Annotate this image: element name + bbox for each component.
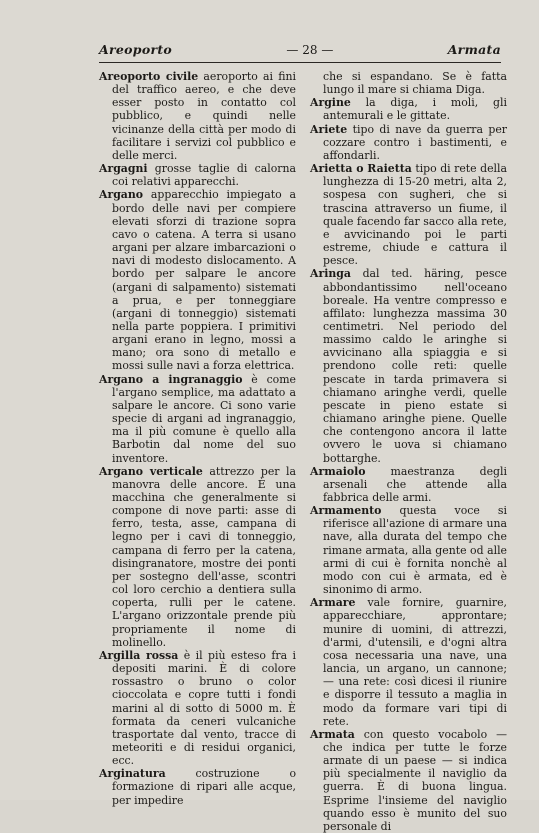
dictionary-entry [99,373,296,465]
dictionary-entry [99,70,296,162]
entry-definition: maestranza degli arsenali che attende alla fabbrica delle armi. [323,464,507,504]
entry-definition: la diga, i moli, gli antemurali e le gittate. [323,96,507,123]
header-last-word: Armata [447,42,501,57]
entry-headword: Armare [310,596,356,610]
dictionary-entry [310,596,507,728]
left-column [99,70,297,807]
dictionary-entry [99,649,296,767]
dictionary-entry [99,188,296,372]
entry-definition: tipo di nave da guerra per cozzare contro i bastimenti, e affondarli. [323,122,507,162]
dictionary-entry [310,123,507,162]
entry-headword: Arginatura [99,767,166,781]
entry-headword: Armata [310,727,355,741]
text-columns [99,70,507,833]
entry-headword: Argano a ingranaggio [99,372,243,386]
dictionary-entry [310,267,507,464]
entry-headword: Argano verticale [99,464,203,478]
entry-definition: dal ted. häring, pesce abbondantissimo nell'oceano boreale. Ha ventre compresso e affilato: lunghezza massima 30 centimetri. Nel periodo del massimo caldo le aringhe si avvicinano alla spiaggia e si prendono colle reti: quelle pescate in tarda primavera si chiamano aringhe verdi, quelle pescate in pieno estate si chiamano aringhe piene. Quelle che contengono ancora il latte ovvero le uova si chiamano bottarghe. [323,267,507,465]
dictionary-entry [310,96,507,122]
entry-headword: Argagni [99,162,148,176]
right-column [310,70,507,833]
dictionary-entry [310,70,507,96]
header-rule [99,62,501,63]
entry-headword: Ariete [310,122,348,136]
entry-definition: è il più esteso fra i depositi marini. È di colore rossastro o bruno o color cioccolata e copre tutti i fondi marini al di sotto di 5000 m. È formata da ceneri vulcaniche trasportate dal vento, tracce di meteoriti e di residui organici, ecc. [112,648,296,768]
page-number: — 28 — [286,43,334,57]
entry-headword: Argine [310,96,351,110]
entry-definition: aeroporto ai fini del traffico aereo, e che deve esser posto in contatto col pubblico, e quindi nelle vicinanze della città per modo di facilitare i servizi col pubblico e delle merci. [112,70,296,162]
entry-headword: Areoporto civile [99,70,199,83]
dictionary-entry [310,162,507,267]
entry-headword: Armaiolo [310,464,366,478]
dictionary-entry [99,767,296,806]
dictionary-entry [99,465,296,649]
entry-definition: tipo di rete della lunghezza di 15-20 metri, alta 2, sospesa con sugheri, che si trascina attraverso un fiume, il quale facendo far sacco alla rete, e avvicinando poi le parti estreme, chiude e cattura il pesce. [323,162,507,268]
dictionary-entry [310,728,507,833]
dictionary-entry [310,465,507,504]
entry-definition: vale fornire, guarnire, apparecchiare, approntare; munire di uomini, di attrezzi, d'armi, d'utensili, e d'ogni altra cosa necessaria una nave, una lancia, un argano, un cannone; — una rete: così dicesi il riunire e disporre il tessuto a maglia in modo da formare vari tipi di rete. [323,596,507,728]
running-header [99,42,501,62]
dictionary-entry [99,162,296,188]
entry-headword: Armamento [310,504,382,518]
entry-definition: attrezzo per la manovra delle ancore. È una macchina che generalmente si compone di nove parti: asse di ferro, testa, asse, campana di legno per i cavi di tonneggio, campana di ferro per la catena, disingranatore, mostre dei ponti per sostegno dell'asse, scontri col loro cerchio a dentiera sulla coperta, rulli per le catene. L'argano orizzontale prende più propriamente il nome di molinello. [112,464,297,649]
entry-headword: Argilla rossa [99,648,179,662]
entry-definition: costruzione o formazione di ripari alle acque, per impedire [112,767,296,807]
entry-headword: Argano [99,188,144,202]
header-first-word: Areoporto [99,42,173,57]
entry-definition: grosse taglie di calorna coi relativi apparecchi. [112,162,296,189]
entry-definition: apparecchio impiegato a bordo delle navi per compiere elevati sforzi di trazione sopra cavo o catena. A terra si usano argani per alzare imbarcazioni o navi di modesto dislocamento. A bordo per salpare le ancore (argani di salpamento) sistemati a prua, e per tonneggiare (argani di tonneggio) sistemati nella parte poppiera. I primitivi argani erano in legno, mossi a mano; ora sono di metallo e mossi sulle navi a forza elettrica. [112,188,296,373]
entry-definition: con questo vocabolo — che indica per tutte le forze armate di un paese — si indica più specialmente il naviglio da guerra. È di buona lingua. Esprime l'insieme del naviglio quando esso è munito del suo personale di [323,727,507,833]
entry-definition: è come l'argano semplice, ma adattato a salpare le ancore. Ci sono varie specie di argani ad ingranaggio, ma il più comune è quello alla Barbotin dal nome del suo inventore. [112,372,296,465]
entry-headword: Arietta o Raietta [310,162,412,176]
entry-headword: Aringa [310,267,351,281]
dictionary-entry [310,504,507,596]
entry-definition: questa voce si riferisce all'azione di armare una nave, alla durata del tempo che rimane armata, alla gente od alle armi di cui è fornita nonchè al modo con cui è armata, ed è sinonimo di armo. [323,504,507,597]
entry-definition: che si espandano. Se è fatta lungo il mare si chiama Diga. [323,70,507,97]
